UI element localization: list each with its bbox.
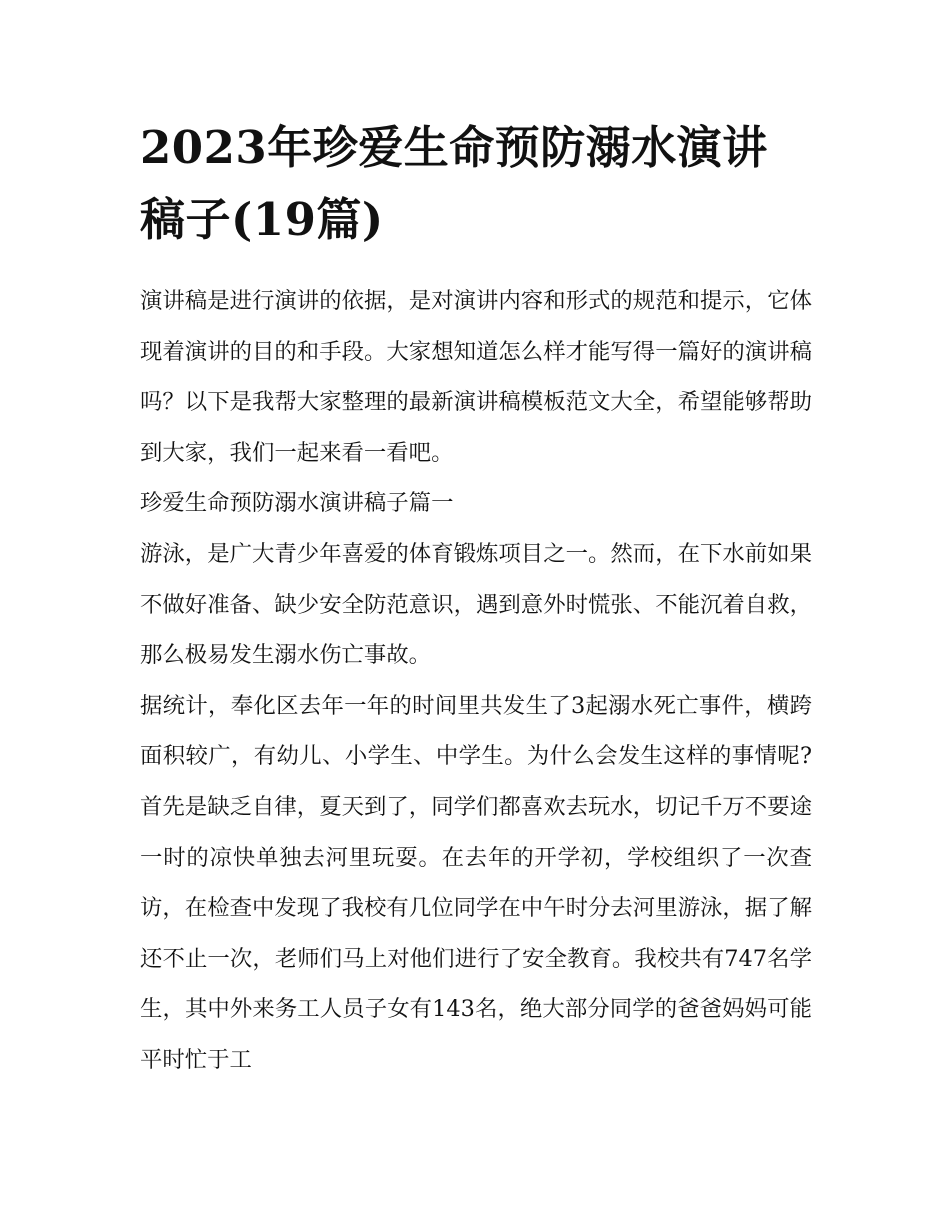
document-title: 2023年珍爱生命预防溺水演讲稿子(19篇) [140, 121, 768, 246]
section-heading: 珍爱生命预防溺水演讲稿子篇一 [140, 490, 454, 517]
body-paragraph-1: 游泳，是广大青少年喜爱的体育锻炼项目之一。然而，在下水前如果不做好准备、缺少安全防范意识，遇到意外时慌张、不能沉着自救，那么极易发生溺水伤亡事故。 [140, 540, 812, 669]
body-paragraph-2: 据统计，奉化区去年一年的时间里共发生了3起溺水死亡事件，横跨面积较广，有幼儿、小学生、中学生。为什么会发生这样的事情呢?首先是缺乏自律，夏天到了，同学们都喜欢去玩水，切记千万不要途一时的凉快单独去河里玩耍。在去年的开学初，学校组织了一次查访，在检查中发现了我校有几位同学在中午时分去河里游泳，据了解还不止一次，老师们马上对他们进行了安全教育。我校共有747名学生，其中外来务工人员子女有143名，绝大部分同学的爸爸妈妈可能平时忙于工 [140, 692, 812, 1073]
document-page [140, 112, 812, 1086]
intro-paragraph: 演讲稿是进行演讲的依据，是对演讲内容和形式的规范和提示，它体现着演讲的目的和手段。大家想知道怎么样才能写得一篇好的演讲稿吗？以下是我帮大家整理的最新演讲稿模板范文大全，希望能够帮助到大家，我们一起来看一看吧。 [140, 288, 812, 466]
